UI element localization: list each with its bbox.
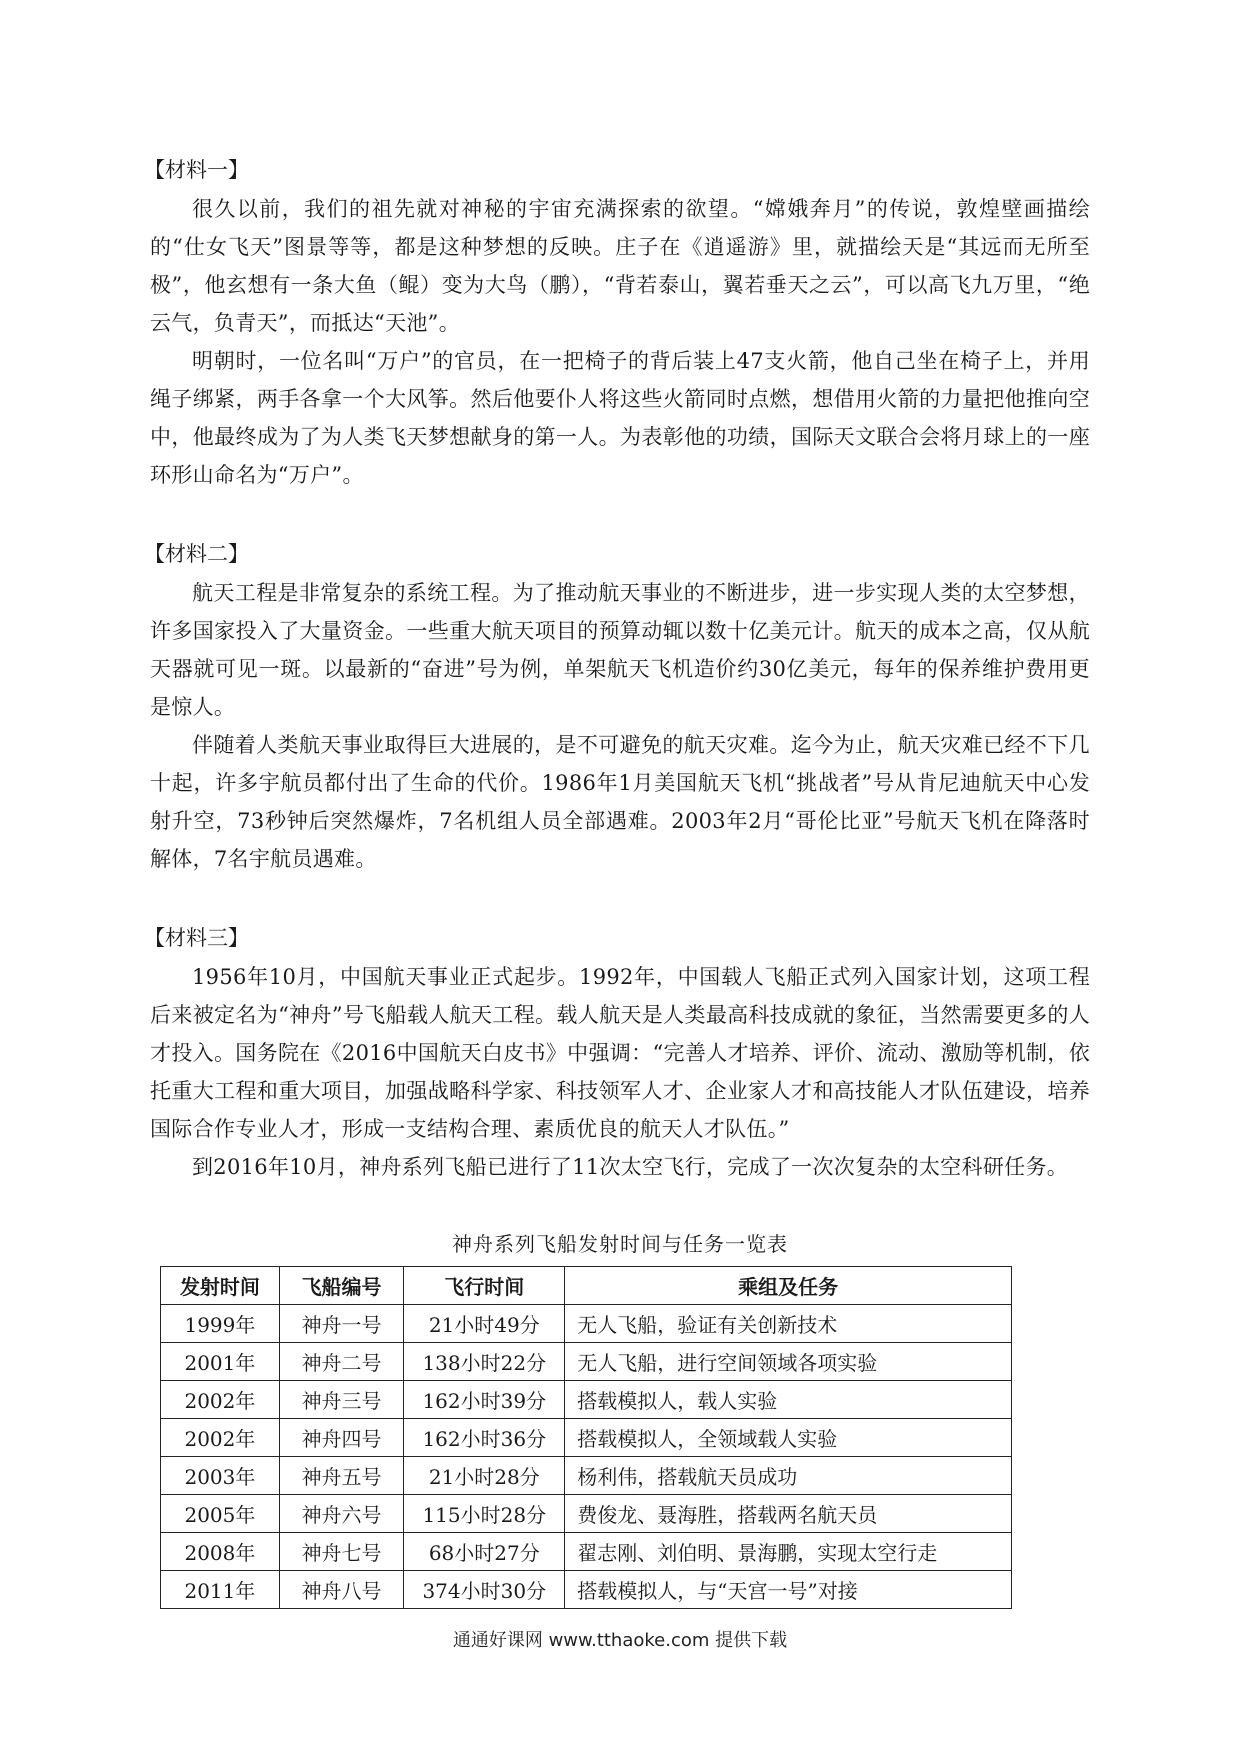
material-section-3 bbox=[144, 918, 1090, 1186]
ship-number-cell: 神舟七号 bbox=[279, 1533, 403, 1571]
ship-number-cell: 神舟四号 bbox=[279, 1419, 403, 1457]
launch-time-cell: 2005年 bbox=[161, 1495, 280, 1533]
table-row bbox=[161, 1305, 1012, 1343]
table-row bbox=[161, 1495, 1012, 1533]
crew-mission-cell: 搭载模拟人，与“天宫一号”对接 bbox=[565, 1571, 1012, 1609]
document-page bbox=[144, 150, 1090, 1609]
flight-time-cell: 21小时28分 bbox=[404, 1457, 565, 1495]
launch-time-cell: 2001年 bbox=[161, 1343, 280, 1381]
column-header-crew-mission: 乘组及任务 bbox=[565, 1267, 1012, 1305]
material-heading: 【材料一】 bbox=[144, 158, 249, 182]
crew-mission-cell: 无人飞船，进行空间领域各项实验 bbox=[565, 1343, 1012, 1381]
table-row bbox=[161, 1533, 1012, 1571]
launch-time-cell: 2011年 bbox=[161, 1571, 280, 1609]
paragraph: 很久以前，我们的祖先就对神秘的宇宙充满探索的欲望。“嫦娥奔月”的传说，敦煌壁画描绘的“仕女飞天”图景等等，都是这种梦想的反映。庄子在《逍遥游》里，就描绘天是“其远而无所至极”，他玄想有一条大鱼（鲲）变为大鸟（鹏），“背若泰山，翼若垂天之云”，可以高飞九万里，“绝云气，负青天”，而抵达“天池”。 bbox=[150, 197, 1090, 335]
table-row bbox=[161, 1457, 1012, 1495]
paragraph: 明朝时，一位名叫“万户”的官员，在一把椅子的背后装上47支火箭，他自己坐在椅子上，并用绳子绑紧，两手各拿一个大风筝。然后他要仆人将这些火箭同时点燃，想借用火箭的力量把他推向空中，他最终成为了为人类飞天梦想献身的第一人。为表彰他的功绩，国际天文联合会将月球上的一座环形山命名为“万户”。 bbox=[150, 349, 1090, 487]
table-caption: 神舟系列飞船发射时间与任务一览表 bbox=[452, 1232, 788, 1256]
table-row bbox=[161, 1419, 1012, 1457]
paragraph: 到2016年10月，神舟系列飞船已进行了11次太空飞行，完成了一次次复杂的太空科研任务。 bbox=[192, 1155, 1069, 1179]
ship-number-cell: 神舟六号 bbox=[279, 1495, 403, 1533]
column-header-flight-time: 飞行时间 bbox=[404, 1267, 565, 1305]
table-row bbox=[161, 1571, 1012, 1609]
paragraph: 航天工程是非常复杂的系统工程。为了推动航天事业的不断进步，进一步实现人类的太空梦想，许多国家投入了大量资金。一些重大航天项目的预算动辄以数十亿美元计。航天的成本之高，仅从航天器就可见一斑。以最新的“奋进”号为例，单架航天飞机造价约30亿美元，每年的保养维护费用更是惊人。 bbox=[150, 581, 1090, 719]
mission-table bbox=[160, 1266, 1012, 1609]
paragraph: 伴随着人类航天事业取得巨大进展的，是不可避免的航天灾难。迄今为止，航天灾难已经不下几十起，许多宇航员都付出了生命的代价。1986年1月美国航天飞机“挑战者”号从肯尼迪航天中心发射升空，73秒钟后突然爆炸，7名机组人员全部遇难。2003年2月“哥伦比亚”号航天飞机在降落时解体，7名宇航员遇难。 bbox=[150, 733, 1090, 871]
crew-mission-cell: 无人飞船，验证有关创新技术 bbox=[565, 1305, 1012, 1343]
flight-time-cell: 162小时36分 bbox=[404, 1419, 565, 1457]
launch-time-cell: 2003年 bbox=[161, 1457, 280, 1495]
flight-time-cell: 374小时30分 bbox=[404, 1571, 565, 1609]
ship-number-cell: 神舟五号 bbox=[279, 1457, 403, 1495]
ship-number-cell: 神舟三号 bbox=[279, 1381, 403, 1419]
flight-time-cell: 21小时49分 bbox=[404, 1305, 565, 1343]
table-row bbox=[161, 1343, 1012, 1381]
crew-mission-cell: 搭载模拟人，全领域载人实验 bbox=[565, 1419, 1012, 1457]
crew-mission-cell: 搭载模拟人，载人实验 bbox=[565, 1381, 1012, 1419]
launch-time-cell: 2008年 bbox=[161, 1533, 280, 1571]
flight-time-cell: 138小时22分 bbox=[404, 1343, 565, 1381]
column-header-ship-number: 飞船编号 bbox=[279, 1267, 403, 1305]
material-heading: 【材料二】 bbox=[144, 542, 249, 566]
table-row bbox=[161, 1381, 1012, 1419]
flight-time-cell: 68小时27分 bbox=[404, 1533, 565, 1571]
crew-mission-cell: 杨利伟，搭载航天员成功 bbox=[565, 1457, 1012, 1495]
ship-number-cell: 神舟八号 bbox=[279, 1571, 403, 1609]
launch-time-cell: 2002年 bbox=[161, 1381, 280, 1419]
paragraph: 1956年10月，中国航天事业正式起步。1992年，中国载人飞船正式列入国家计划，这项工程后来被定名为“神舟”号飞船载人航天工程。载人航天是人类最高科技成就的象征，当然需要更多的人才投入。国务院在《2016中国航天白皮书》中强调：“完善人才培养、评价、流动、激励等机制，依托重大工程和重大项目，加强战略科学家、科技领军人才、企业家人才和高技能人才队伍建设，培养国际合作专业人才，形成一支结构合理、素质优良的航天人才队伍。” bbox=[150, 965, 1090, 1141]
download-footer: 通通好课网 www.tthaoke.com 提供下载 bbox=[452, 1630, 788, 1651]
material-section-1 bbox=[144, 150, 1090, 494]
flight-time-cell: 115小时28分 bbox=[404, 1495, 565, 1533]
crew-mission-cell: 翟志刚、刘伯明、景海鹏，实现太空行走 bbox=[565, 1533, 1012, 1571]
flight-time-cell: 162小时39分 bbox=[404, 1381, 565, 1419]
crew-mission-cell: 费俊龙、聂海胜，搭载两名航天员 bbox=[565, 1495, 1012, 1533]
ship-number-cell: 神舟二号 bbox=[279, 1343, 403, 1381]
table-header-row bbox=[161, 1267, 1012, 1305]
launch-time-cell: 2002年 bbox=[161, 1419, 280, 1457]
ship-number-cell: 神舟一号 bbox=[279, 1305, 403, 1343]
column-header-launch-time: 发射时间 bbox=[161, 1267, 280, 1305]
material-heading: 【材料三】 bbox=[144, 926, 249, 950]
material-section-2 bbox=[144, 534, 1090, 878]
launch-time-cell: 1999年 bbox=[161, 1305, 280, 1343]
